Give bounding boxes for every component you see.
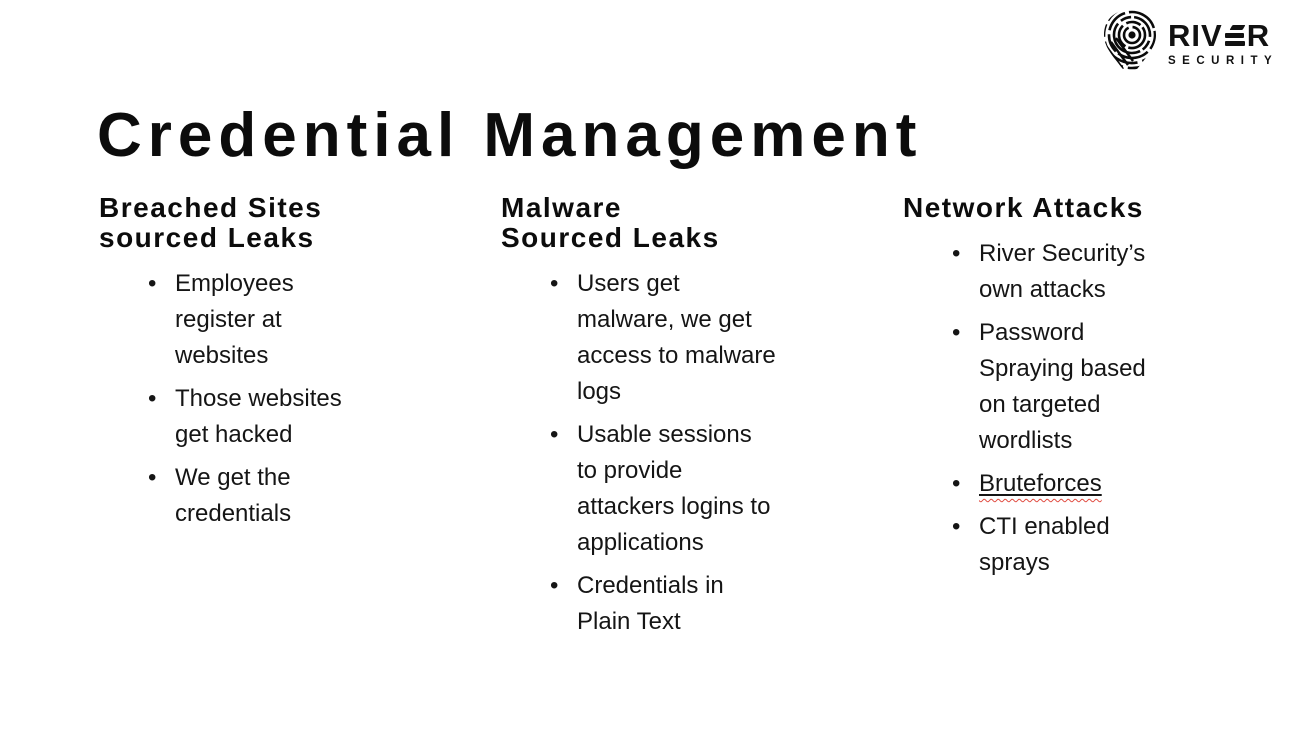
river-security-logo xyxy=(1101,9,1278,79)
column-heading xyxy=(903,193,1233,223)
underlined-text xyxy=(979,470,1102,497)
bullet-list xyxy=(99,266,375,532)
slide-title: Credential Management xyxy=(97,100,923,170)
column-malware-leaks xyxy=(501,193,831,647)
logo-brand-prefix: RIV xyxy=(1168,18,1223,53)
logo-brand xyxy=(1168,18,1278,53)
bullet-item: • Employees register at websites xyxy=(175,266,375,374)
bullet-item: • River Security’s own attacks xyxy=(979,236,1179,308)
spellcheck-squiggle-text: Bruteforces xyxy=(979,470,1102,497)
column-heading xyxy=(99,193,429,253)
logo-brand-suffix: R xyxy=(1246,18,1271,53)
bullet-item: • Those websites get hacked xyxy=(175,381,375,453)
bullet-item: • CTI enabled sprays xyxy=(979,509,1179,581)
bullet-item: • Users get malware, we get access to malware logs xyxy=(577,266,777,410)
bullet-list xyxy=(501,266,777,640)
column-network-attacks xyxy=(903,193,1233,588)
column-heading xyxy=(501,193,831,253)
heading-line: Sourced Leaks xyxy=(501,222,720,253)
bullet-list xyxy=(903,236,1179,581)
fingerprint-pin-icon xyxy=(1101,9,1159,79)
stylized-e-glyph xyxy=(1225,25,1245,46)
bullet-item: • Credentials in Plain Text xyxy=(577,568,777,640)
bullet-item: • We get the credentials xyxy=(175,460,375,532)
logo-text xyxy=(1168,9,1278,67)
heading-line: Breached Sites xyxy=(99,192,323,223)
bullet-item: • Password Spraying based on targeted wordlists xyxy=(979,315,1179,459)
column-breached-sites xyxy=(99,193,429,539)
heading-line: Network Attacks xyxy=(903,192,1144,223)
logo-subtext: SECURITY xyxy=(1168,55,1279,67)
heading-line: sourced Leaks xyxy=(99,222,315,253)
bullet-item: • Usable sessions to provide attackers logins to applications xyxy=(577,417,777,561)
heading-line: Malware xyxy=(501,192,622,223)
bullet-item xyxy=(979,466,1179,502)
